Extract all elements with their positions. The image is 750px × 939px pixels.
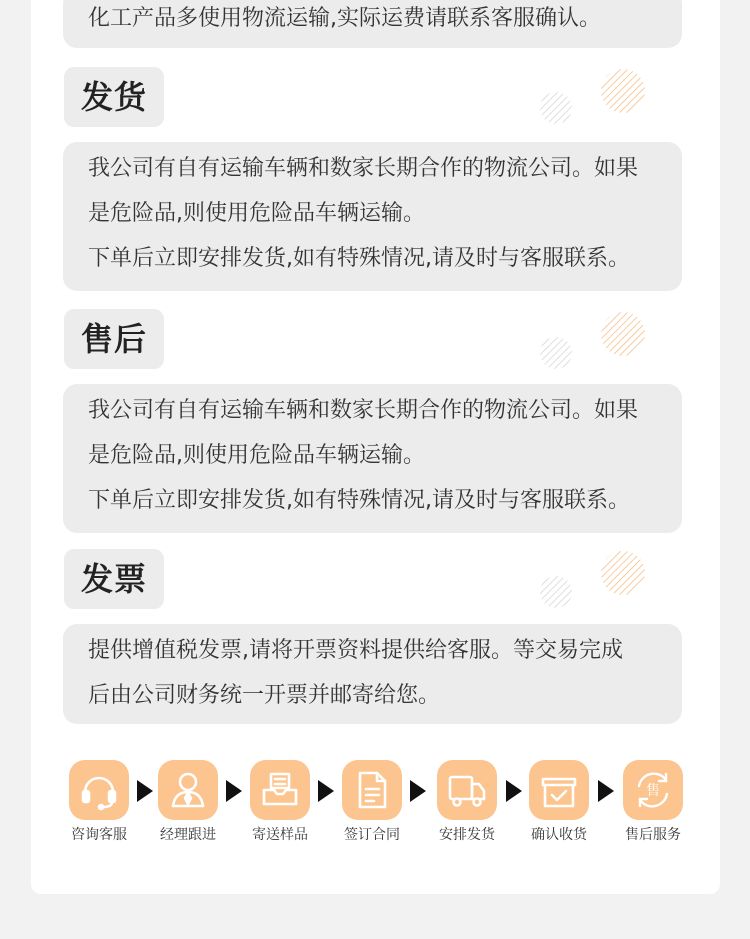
body-line: 我公司有自有运输车辆和数家长期合作的物流公司。如果 [88, 156, 639, 181]
hatched-circle-decoration [538, 574, 574, 610]
body-line: 是危险品,则使用危险品车辆运输。 [88, 201, 425, 226]
arrow-right-icon [226, 780, 242, 802]
manager-icon [158, 760, 218, 820]
body-line: 下单后立即安排发货,如有特殊情况,请及时与客服联系。 [88, 488, 630, 513]
section-body-invoice [63, 624, 682, 724]
arrow-right-icon [137, 780, 153, 802]
hatched-circle-decoration [600, 68, 646, 114]
shipping-cost-text: 化工产品多使用物流运输,实际运费请联系客服确认。 [88, 6, 601, 31]
sample-box-icon [250, 760, 310, 820]
section-heading-after-sales: 售后 [64, 309, 164, 369]
arrow-right-icon [318, 780, 334, 802]
shipping-cost-note [63, 0, 682, 48]
section-body-shipping [63, 142, 682, 291]
step-sign-contract [336, 760, 408, 845]
hatched-circle-decoration [600, 550, 646, 596]
step-after-sales-service [617, 760, 689, 845]
body-line: 下单后立即安排发货,如有特殊情况,请及时与客服联系。 [88, 246, 630, 271]
section-heading-invoice: 发票 [64, 549, 164, 609]
after-sales-icon [623, 760, 683, 820]
step-arrange-delivery [431, 760, 503, 845]
body-line: 我公司有自有运输车辆和数家长期合作的物流公司。如果 [88, 398, 639, 423]
step-label: 咨询客服 [71, 827, 127, 843]
arrow-right-icon [506, 780, 522, 802]
arrow-right-icon [410, 780, 426, 802]
step-label: 售后服务 [625, 827, 681, 843]
truck-icon [437, 760, 497, 820]
step-label: 安排发货 [439, 827, 495, 843]
headset-icon [69, 760, 129, 820]
arrow-right-icon [598, 780, 614, 802]
section-heading-shipping: 发货 [64, 67, 164, 127]
section-body-after-sales [63, 384, 682, 533]
hatched-circle-decoration [538, 90, 574, 126]
hatched-circle-decoration [600, 311, 646, 357]
hatched-circle-decoration [538, 335, 574, 371]
step-label: 签订合同 [344, 827, 400, 843]
step-manager-follow-up [152, 760, 224, 845]
body-line: 是危险品,则使用危险品车辆运输。 [88, 443, 425, 468]
svg-text:售: 售 [646, 783, 660, 799]
body-line: 提供增值税发票,请将开票资料提供给客服。等交易完成 [88, 638, 623, 663]
step-consult-service [63, 760, 135, 845]
step-send-samples [244, 760, 316, 845]
step-label: 确认收货 [531, 827, 587, 843]
receive-check-icon [529, 760, 589, 820]
body-line: 后由公司财务统一开票并邮寄给您。 [88, 683, 441, 708]
step-label: 经理跟进 [160, 827, 216, 843]
process-steps [63, 760, 688, 850]
step-label: 寄送样品 [252, 827, 308, 843]
step-confirm-receipt [523, 760, 595, 845]
contract-icon [342, 760, 402, 820]
